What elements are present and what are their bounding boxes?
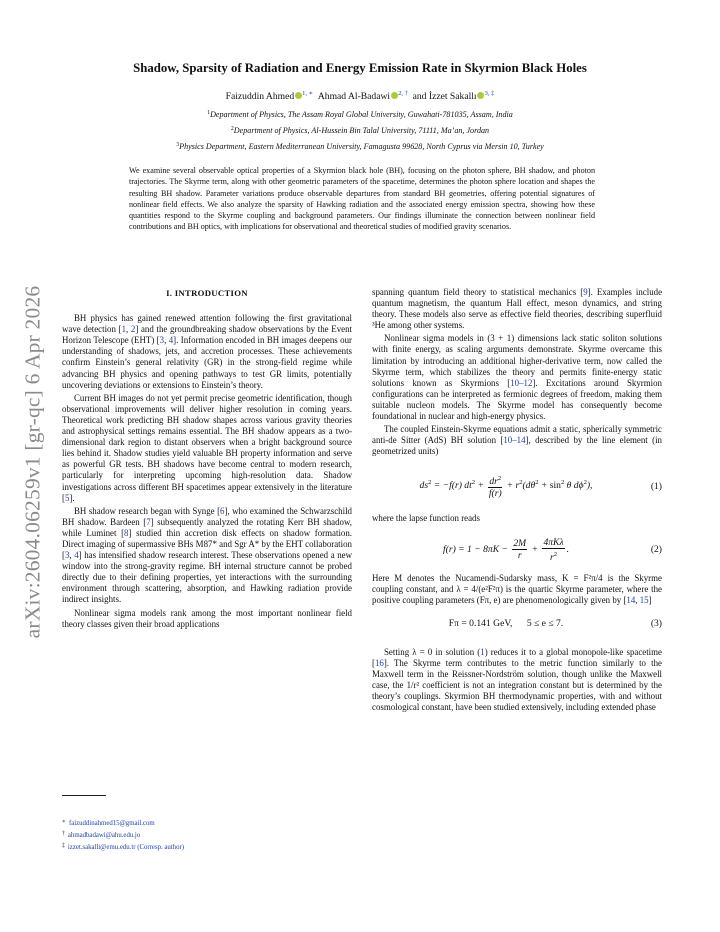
paragraph-text: ]. Information encoded in BH images deepens our understanding of shadows, jets, and accretion processes. These achievements confirm Einstein’s general relativity (GR) in the strong-field regime while advancing BH physics and opening pathways to test GR limits, potentially uncovering deviations or extensions to Einstein’s theory. [62,335,352,390]
footnote[interactable]: † ahmadbadawi@ahu.edu.jo [62,831,141,840]
citation-link[interactable]: 10–12 [510,377,533,388]
citation-link[interactable]: 5 [64,492,70,503]
paragraph-text: ]. Excitations around Skyrmion configurations can be interpreted as fermionic degrees of freedom, making them suitable nucleon models. The Skyrme model has consequently become foundational in nuclear and high-energy physics. [372,377,662,422]
paragraph-text: , [164,335,169,346]
paragraph [62,313,352,391]
paragraph-text: ] has intensified shadow research interest. These observations opened a new window into the strong-gravity regime. BH internal structure cannot be probed directly due to their defining properties, yet interactions with the surrounding environment through scattering, absorption, and Hawking radiation provide indirect insights. [62,550,353,605]
paragraph [372,647,662,714]
citation-link[interactable]: 4 [74,550,79,561]
equation-lapse-function: f(r) = 1 − 8πK − $\frac{2M}{r}$ + $\frac{\text{4πKλ}}{r^2}$ . (2) [442,536,662,563]
citation-link[interactable]: 16 [374,657,384,668]
affiliation-number: 1 [207,110,211,116]
paragraph-text: ] and the groundbreaking shadow observations by the Event Horizon Telescope (EHT) [ [62,324,353,346]
paragraph-text: Here M denotes the Nucamendi-Sudarsky mass, K = F²π/4 is the Skyrme coupling constant, and λ = 4/(e²F²π) is the quartic Skyrme parameter, where the positive coupling parameters (Fπ, e) are phenomenologically given by [ [372,572,662,605]
equation-number[interactable]: (2) [650,543,662,555]
orcid-icon[interactable] [391,92,398,99]
arxiv-identifier-text: arXiv:2604.06259v1 [gr-qc] 6 Apr 2026 [20,285,45,639]
affiliation-number: 3 [176,142,180,148]
citation-link[interactable]: 3 [64,550,70,561]
citation-link[interactable]: 2 [130,324,136,335]
paragraph-text: , [635,594,640,605]
orcid-icon[interactable] [295,92,302,99]
affiliation-text: Department of Physics, The Assam Royal Global University, Guwahati-781035, Assam, India [210,110,513,119]
paragraph-text: , [69,550,75,561]
paragraph-text: Setting λ = 0 in solution ( [384,646,481,657]
footnote-email-link[interactable]: izzet.sakalli@emu.edu.tr (Corresp. author) [67,844,185,852]
orcid-icon[interactable] [477,92,484,99]
right-column [372,287,662,713]
paragraph-text: ], described by the line element (in geometrized units) [372,435,662,457]
citation-link[interactable]: 8 [124,527,129,538]
footnote[interactable]: ‡ izzet.sakalli@emu.edu.tr (Corresp. author) [62,843,185,852]
citation-link[interactable]: 9 [583,287,588,297]
paragraph-text: The coupled Einstein-Skyrme equations admit a static, spherically symmetric anti-de Sitter (AdS) BH solution [ [372,424,662,446]
paragraph-text: Nonlinear sigma models in (3 + 1) dimensions lack static soliton solutions with finite energy, as scaling arguments demonstrate. Skyrme overcame this limitation by introducing an additional higher-derivative term, now called the Skyrme term, which stabilizes the theory and permits finite-energy static solutions known as Skyrmions [ [372,333,662,388]
footnote[interactable]: ∗ faizuddinahmed15@gmail.com [62,819,155,827]
author-name: Ahmad Al-Badawi [317,91,391,102]
paragraph-text: , [126,324,131,335]
paragraph [372,287,662,331]
author-list [60,89,660,102]
paragraph-text: ] [648,594,652,605]
abstract: We examine several observable optical properties of a Skyrmion black hole (BH), focusing on the photon sphere, BH shadow, and photon trajectories. The Skyrme term, along with other geometric parameters of the spacetime, determines the photon sphere location and shapes the resulting BH shadow. Parameter variations produce observable departures from standard BH geometries, offering potential signatures of nonlinear field effects. We also analyze the sparsity of Hawking radiation and the associated energy emission spectra, showing how these quantities respond to the Skyrme coupling and background parameters. Our findings illuminate the connection between nonlinear field contributions and BH optics, with implications for observational and theoretical studies of modified gravity scenarios. [129,166,595,232]
affiliation [60,110,660,119]
paragraph-text: ]. Examples include quantum magnetism, the quantum Hall effect, meson dynamics, and string theory. These models also serve as effective field theories, describing superfluid ³He among other systems. [372,287,663,331]
footnote-email-link[interactable]: ahmadbadawi@ahu.edu.jo [67,832,141,840]
paper-title: Shadow, Sparsity of Radiation and Energy Emission Rate in Skyrmion Black Holes [133,61,587,75]
affiliation [60,126,660,135]
paragraph-text: ], who examined the Schwarzschild BH shadow. Bardeen [ [62,505,352,527]
footnote-email-link[interactable]: faizuddinahmed15@gmail.com [68,820,155,827]
paragraph: where the lapse function reads [372,513,480,524]
equation-number[interactable]: (1) [650,480,662,492]
author-affiliation-marks[interactable]: 3, ‡ [484,90,495,97]
author-affiliation-marks[interactable]: 2, † [398,90,408,97]
left-column [62,288,352,630]
paragraph [372,424,662,457]
paragraph-text: ] studied thin accretion disk effects on shadow formation. Direct imaging of supermassive BHs M87* and Sgr A* by the EHT collaboration [ [62,527,352,561]
equation-parameter-value: Fπ = 0.141 GeV, [448,617,513,629]
citation-link[interactable]: 6 [220,505,225,516]
footnote-rule [62,795,106,796]
author-joiner: and [412,91,427,102]
section-heading: I. INTRODUCTION [166,288,248,298]
paragraph-text: Nonlinear sigma models rank among the most important nonlinear field theory classes given their broad applications [62,607,352,629]
paragraph-text: ) reduces it to a global monopole-like spacetime [ [372,646,662,668]
equation-line-element: $ds^2 = -f(r) dt^2$ + $\frac{dr^2}{f(r)}$ + $r^2(d\theta^2 + \sin^2 \theta$ $d\phi^2$), (1) [419,475,662,500]
paragraph-text: ]. The Skyrme term contributes to the metric function similarly to the Maxwell term in the Reissner-Nordström solution, though unlike the Maxwell case, the 1/r² coefficient is not an integration constant but is determined by the theory’s couplings. Skyrmion BH thermodynamic properties, with and without cosmological constant, have been studied extensively, including extended phase [372,657,662,713]
paragraph-text: ]. [69,492,75,503]
affiliation [60,142,660,151]
author-name: İzzet Sakallı [428,91,477,102]
paragraph-text: spanning quantum field theory to statistical mechanics [ [372,287,584,297]
paragraph [62,608,352,630]
citation-link[interactable]: 7 [146,516,151,527]
equation-parameters [372,618,662,629]
author-name: Faizuddin Ahmed [225,91,295,102]
paragraph [372,573,662,606]
citation-link[interactable]: 14 [626,594,636,605]
citation-link[interactable]: 3 [159,335,165,346]
equation-number[interactable]: (3) [650,617,662,629]
paragraph [62,393,352,504]
footnotes [62,817,362,854]
author-affiliation-marks[interactable]: 1, ∗ [302,90,314,97]
paragraph-text: BH physics has gained renewed attention following the first gravitational wave detection [ [62,313,352,335]
equation-parameter-range: 5 ≤ e ≤ 7. [526,617,564,629]
paragraph [62,506,352,606]
citation-link[interactable]: 15 [639,594,649,605]
paragraph-text: Current BH images do not yet permit precise geometric identification, though observational improvements will deliver higher resolution in coming years. Theoretical work predicting BH shadow shapes across various gravity theories and astrophysical settings remains essential. The BH shadow appears as a two-dimensional dark region to distant observers when a bright background source lies behind it. Shadow studies yield valuable BH property information and serve as powerful GR tests. BH shadows have become central to modern research, particularly for interpreting upcoming high-resolution data. Shadow investigations across different BH spacetimes appear extensively in the literature [ [62,392,352,503]
citation-link[interactable]: 10–14 [503,435,526,446]
paragraph-text: BH shadow research began with Synge [ [74,505,221,516]
paragraph-text: ] subsequently analyzed the rotating Kerr BH shadow, while Luminet [ [62,516,353,538]
citation-link[interactable]: 1 [121,324,127,335]
affiliation-number: 2 [230,126,234,132]
citation-link[interactable]: 4 [168,335,174,346]
citation-link[interactable]: 1 [480,646,485,657]
arxiv-identifier-stamp[interactable] [11,262,55,662]
paragraph [372,333,662,422]
affiliation-text: Physics Department, Eastern Mediterranean University, Famagusta 99628, North Cyprus via Mersin 10, Turkey [179,142,544,151]
affiliation-text: Department of Physics, Al-Hussein Bin Talal University, 71111, Ma’an, Jordan [233,126,490,135]
